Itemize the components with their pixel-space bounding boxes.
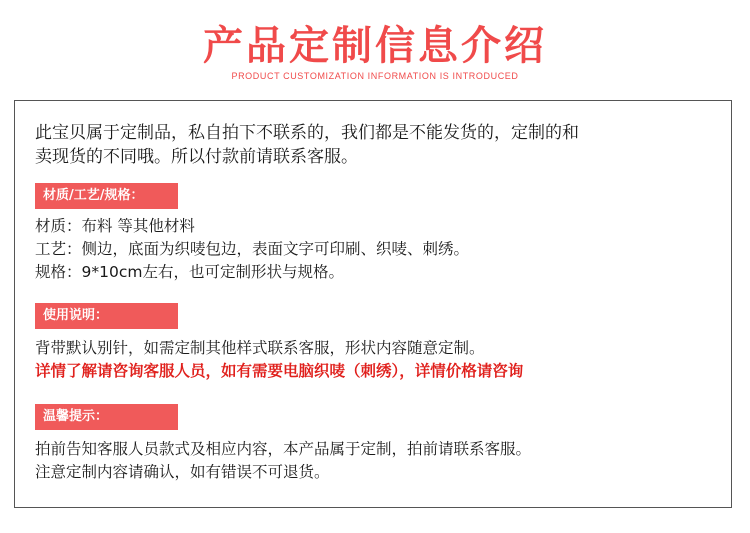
material-line: 材质：布料 等其他材料	[35, 217, 195, 235]
page-subtitle: PRODUCT CUSTOMIZATION INFORMATION IS INTRODUCED	[231, 71, 519, 81]
section-tips-body	[35, 438, 715, 484]
section-label-tips: 温馨提示：	[35, 404, 178, 430]
tips-line-2: 注意定制内容请确认，如有错误不可退货。	[35, 463, 330, 481]
info-panel	[14, 100, 732, 508]
intro-line-2: 卖现货的不同哦。所以付款前请联系客服。	[35, 147, 358, 167]
size-line: 规格：9*10cm左右，也可定制形状与规格。	[35, 263, 344, 281]
section-label-usage: 使用说明：	[35, 303, 178, 329]
usage-line: 背带默认别针，如需定制其他样式联系客服，形状内容随意定制。	[35, 339, 485, 357]
section-material-body	[35, 215, 715, 284]
section-usage-body	[35, 337, 715, 383]
tips-line-1: 拍前告知客服人员款式及相应内容，本产品属于定制，拍前请联系客服。	[35, 440, 532, 458]
intro-text	[35, 121, 715, 169]
section-label-material: 材质/工艺/规格：	[35, 183, 178, 209]
page-title: 产品定制信息介绍	[203, 23, 547, 69]
usage-contact-line: 详情了解请咨询客服人员，如有需要电脑织唛（刺绣），详情价格请咨询	[35, 362, 524, 380]
craft-line: 工艺：侧边，底面为织唛包边，表面文字可印刷、织唛、刺绣。	[35, 240, 470, 258]
intro-line-1: 此宝贝属于定制品，私自拍下不联系的，我们都是不能发货的，定制的和	[35, 123, 579, 143]
